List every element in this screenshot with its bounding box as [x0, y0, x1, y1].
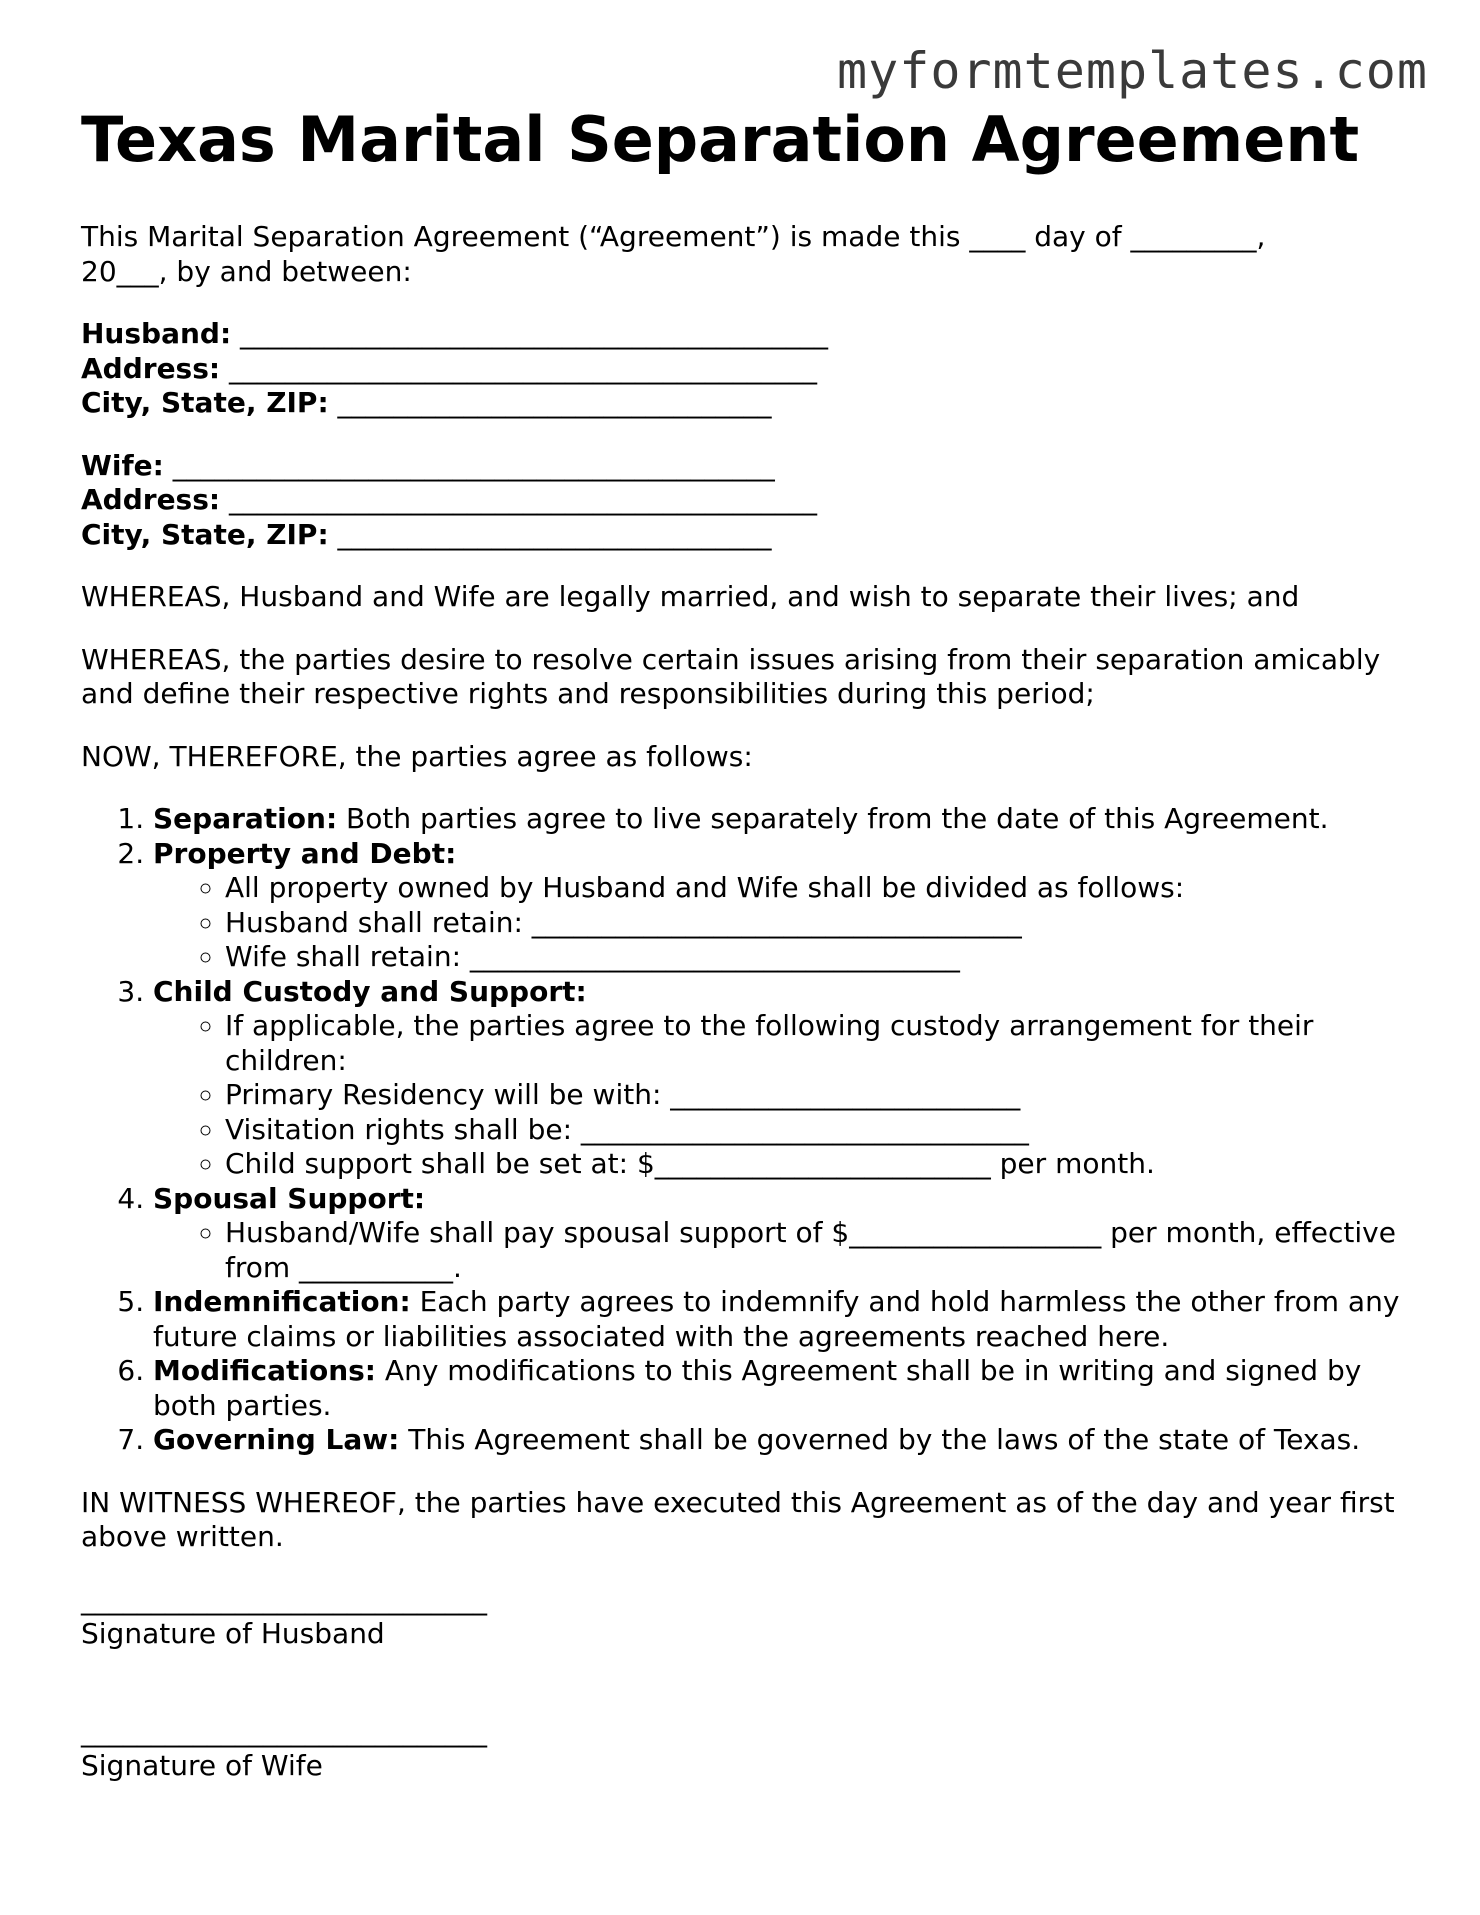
whereas-paragraph-1: WHEREAS, Husband and Wife are legally married, and wish to separate their lives; and	[81, 580, 1300, 613]
clause-separation	[153, 802, 1421, 837]
husband-block	[81, 317, 1421, 421]
wife-name-label: Wife:	[81, 448, 164, 482]
sub-list	[153, 1216, 1421, 1285]
clause-child-custody	[153, 975, 1421, 1182]
husband-name-field[interactable]: __________________________________________	[231, 317, 829, 350]
intro-line-2: 20___, by and between:	[81, 254, 412, 288]
signature-block	[81, 1583, 1421, 1784]
clause-text: Both parties agree to live separately from the date of this Agreement.	[337, 802, 1329, 835]
clause-text: Each party agrees to indemnify and hold harmless the other from any future claims or liabilities associated with the agreements reached here.	[153, 1285, 1400, 1353]
wife-name-field[interactable]: ___________________________________________	[163, 448, 775, 482]
husband-address-row	[81, 352, 1421, 387]
clause-heading: Property and Debt:	[153, 836, 457, 870]
wife-city-label: City, State, ZIP:	[81, 517, 329, 551]
clause-governing-law	[153, 1423, 1421, 1458]
clause-modifications	[153, 1354, 1421, 1423]
sub-list	[153, 871, 1421, 975]
clause-heading: Separation:	[153, 802, 338, 835]
clause-text: Any modifications to this Agreement shall be in writing and signed by both parties.	[153, 1354, 1362, 1422]
now-therefore-paragraph: NOW, THEREFORE, the parties agree as follows:	[81, 739, 753, 773]
clause-heading: Spousal Support:	[153, 1181, 426, 1215]
wife-address-field[interactable]: __________________________________________	[220, 483, 817, 516]
husband-signature-label: Signature of Husband	[81, 1617, 385, 1650]
sub-item: ◦ All property owned by Husband and Wife shall be divided as follows:	[225, 871, 1421, 906]
husband-city-row	[81, 386, 1421, 421]
wife-address-label: Address:	[81, 483, 221, 516]
clause-heading: Modifications:	[153, 1354, 377, 1387]
sub-item: ◦ If applicable, the parties agree to the following custody arrangement for their children:	[225, 1009, 1421, 1078]
wife-signature-label: Signature of Wife	[81, 1749, 323, 1782]
sub-item-spousal-support[interactable]: ◦ Husband/Wife shall pay spousal support of $__________________ per month, effective from ___________.	[225, 1216, 1421, 1285]
clause-heading: Indemnification:	[153, 1285, 411, 1318]
wife-city-field[interactable]: _______________________________	[328, 517, 772, 551]
clauses-list	[81, 802, 1421, 1458]
clause-heading: Child Custody and Support:	[153, 974, 587, 1008]
document-body	[81, 104, 1421, 1784]
husband-address-field[interactable]: __________________________________________	[220, 351, 817, 385]
sub-item-visitation[interactable]: ◦ Visitation rights shall be: ________________________________	[225, 1113, 1421, 1148]
sub-item-primary-residency[interactable]: ◦ Primary Residency will be with: _________________________	[225, 1078, 1421, 1113]
document-title: Texas Marital Separation Agreement	[81, 103, 1360, 176]
husband-signature-line[interactable]: _____________________________	[81, 1582, 487, 1616]
intro-line-1: This Marital Separation Agreement (“Agreement”) is made this ____ day of _________,	[81, 220, 1266, 253]
sub-item-child-support[interactable]: ◦ Child support shall be set at: $________________________ per month.	[225, 1147, 1421, 1182]
clause-spousal-support	[153, 1182, 1421, 1286]
witness-paragraph: IN WITNESS WHEREOF, the parties have executed this Agreement as of the day and year first above written.	[81, 1485, 1395, 1553]
husband-city-field[interactable]: _______________________________	[328, 386, 772, 419]
husband-name-label: Husband:	[81, 317, 232, 350]
wife-signature-line[interactable]: _____________________________	[81, 1714, 487, 1748]
husband-city-label: City, State, ZIP:	[81, 386, 329, 419]
sub-item-husband-retain[interactable]: ◦ Husband shall retain: ___________________________________	[225, 906, 1421, 941]
sub-list	[153, 1009, 1421, 1182]
wife-block	[81, 449, 1421, 553]
site-watermark: myformtemplates.com	[837, 42, 1428, 100]
whereas-paragraph-2: WHEREAS, the parties desire to resolve certain issues arising from their separation amicably and define their respective rights and responsibilities during this period;	[81, 642, 1381, 710]
clause-heading: Governing Law:	[153, 1423, 400, 1456]
clause-text: This Agreement shall be governed by the laws of the state of Texas.	[399, 1423, 1361, 1456]
wife-name-row	[81, 449, 1421, 484]
wife-city-row	[81, 518, 1421, 553]
clause-property-and-debt	[153, 837, 1421, 975]
husband-address-label: Address:	[81, 351, 221, 385]
husband-name-row	[81, 317, 1421, 352]
intro-paragraph	[81, 220, 1421, 289]
sub-item-wife-retain[interactable]: ◦ Wife shall retain: ___________________________________	[225, 940, 1421, 975]
clause-indemnification	[153, 1285, 1421, 1354]
wife-address-row	[81, 483, 1421, 518]
